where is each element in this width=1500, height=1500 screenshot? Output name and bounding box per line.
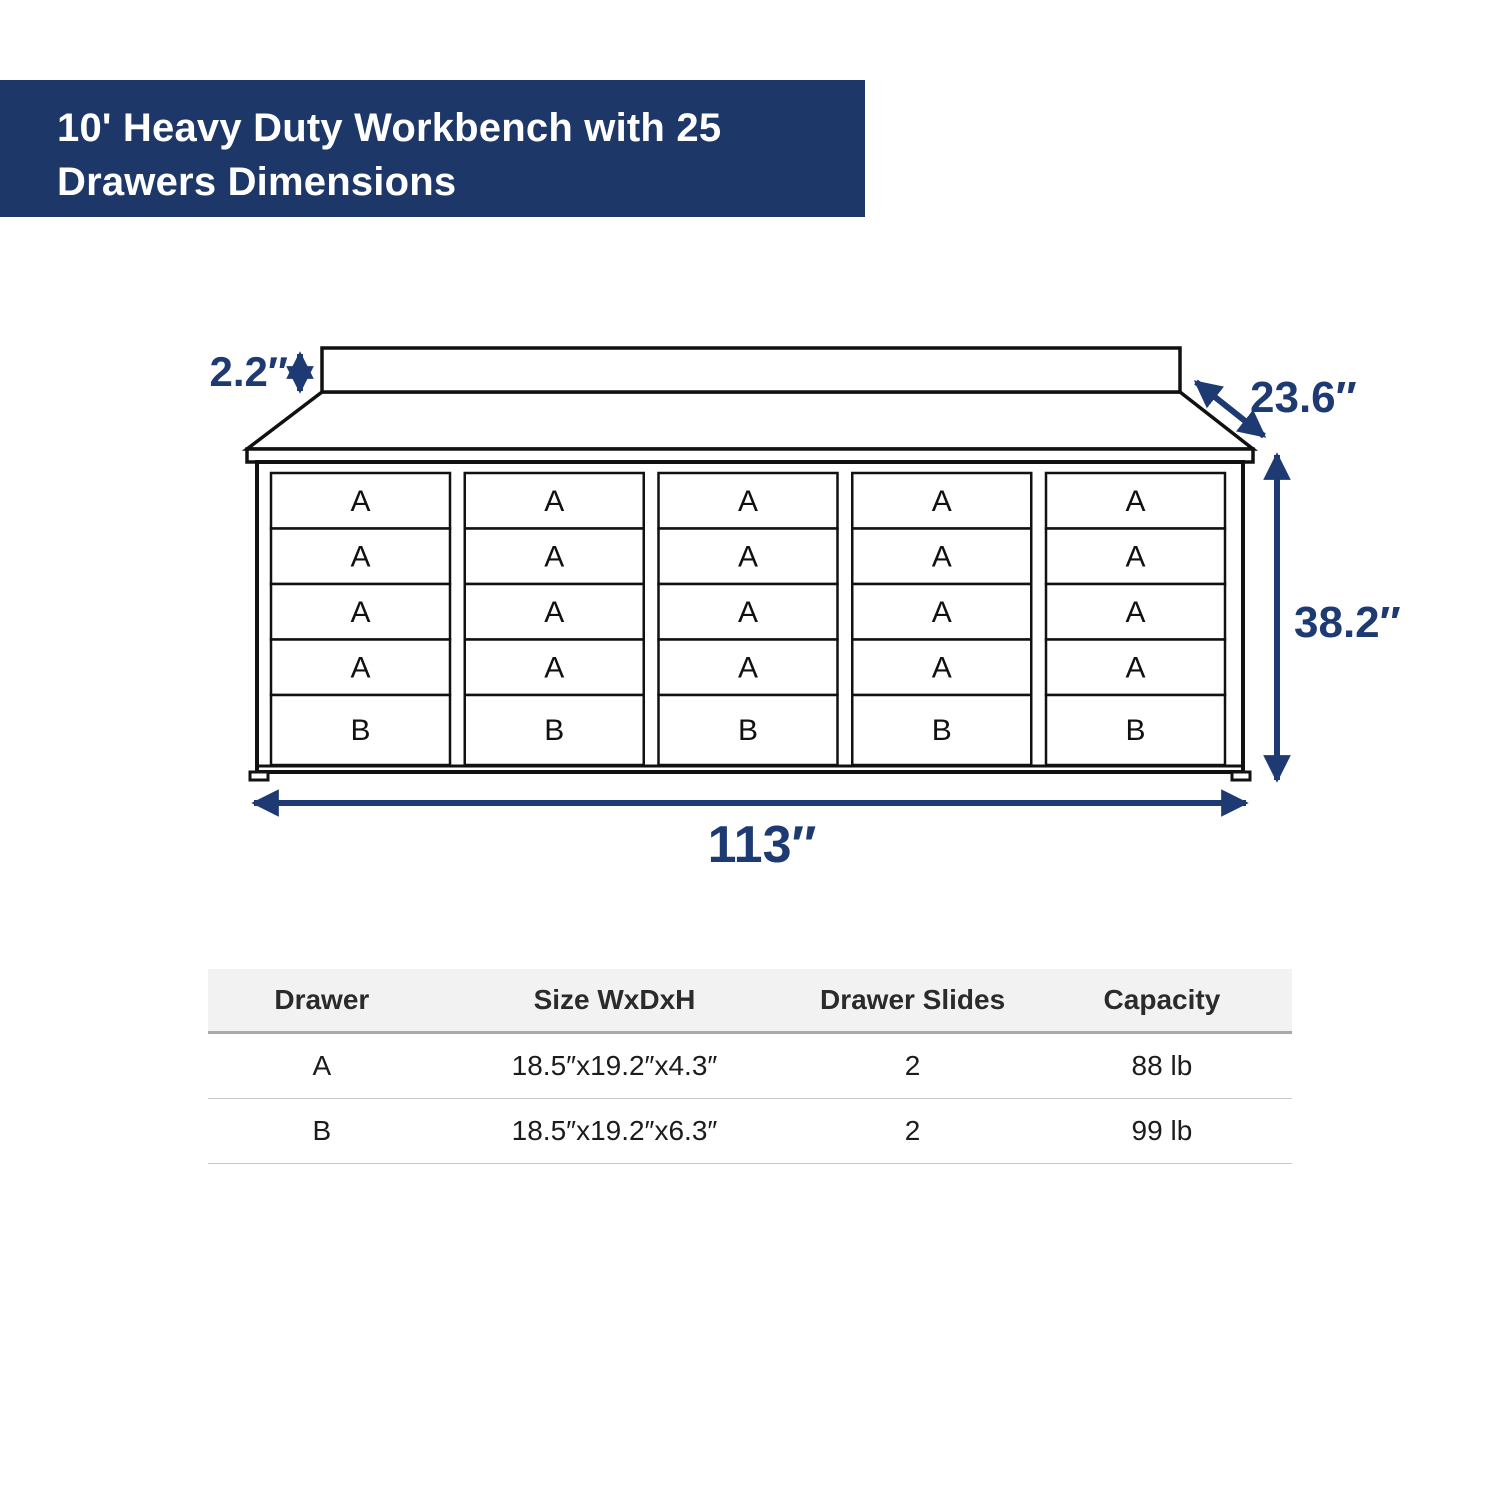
drawer-label: B [931, 714, 952, 747]
drawer-label: A [350, 484, 371, 518]
cell-drawer: A [208, 1033, 436, 1099]
spec-table-header-row [208, 969, 1292, 1033]
cell-capacity: 99 lb [1032, 1099, 1292, 1164]
cell-slides: 2 [793, 1033, 1031, 1099]
drawer-label: A [350, 595, 371, 629]
backsplash-height-label: 2.2″ [209, 348, 288, 395]
cabinet-foot-left [250, 772, 268, 780]
page-title: 10' Heavy Duty Workbench with 25 Drawers Dimensions [57, 106, 722, 204]
drawer-grid [271, 473, 1225, 765]
drawer-label: A [931, 595, 952, 629]
drawer-label: A [1125, 540, 1146, 574]
height-label: 38.2″ [1294, 598, 1401, 647]
cell-drawer: B [208, 1099, 436, 1164]
cabinet-foot-right [1232, 772, 1250, 780]
table-row [208, 1033, 1292, 1099]
drawer-label: A [544, 595, 565, 629]
cell-size: 18.5″x19.2″x6.3″ [436, 1099, 794, 1164]
drawer-label: A [350, 651, 371, 685]
spec-table [208, 969, 1292, 1164]
width-label: 113″ [707, 816, 817, 874]
drawer-label: A [931, 484, 952, 518]
drawer-label: A [544, 651, 565, 685]
drawer-label: A [1125, 484, 1146, 518]
drawer-label: A [737, 540, 759, 574]
cell-capacity: 88 lb [1032, 1033, 1292, 1099]
drawer-label: A [544, 484, 565, 518]
depth-label: 23.6″ [1250, 373, 1357, 422]
column-header-drawer: Drawer [208, 969, 436, 1033]
backsplash-shape [322, 348, 1180, 392]
table-row [208, 1099, 1292, 1164]
drawer-label: A [737, 484, 759, 518]
column-header-capacity: Capacity [1032, 969, 1292, 1033]
drawer-label: A [1125, 595, 1146, 629]
drawer-label: A [931, 540, 952, 574]
drawer-label: B [737, 714, 759, 747]
drawer-label: A [737, 651, 759, 685]
drawer-label: A [1125, 651, 1146, 685]
cell-size: 18.5″x19.2″x4.3″ [436, 1033, 794, 1099]
column-header-slides: Drawer Slides [793, 969, 1031, 1033]
cell-slides: 2 [793, 1099, 1031, 1164]
drawer-label: B [1125, 714, 1146, 747]
worktop-surface [247, 392, 1253, 449]
drawer-label: A [350, 540, 371, 574]
column-header-size: Size WxDxH [436, 969, 794, 1033]
drawer-label: B [544, 714, 565, 747]
drawer-label: A [931, 651, 952, 685]
drawer-label: B [350, 714, 371, 747]
drawer-label: A [737, 595, 759, 629]
drawer-label: A [544, 540, 565, 574]
